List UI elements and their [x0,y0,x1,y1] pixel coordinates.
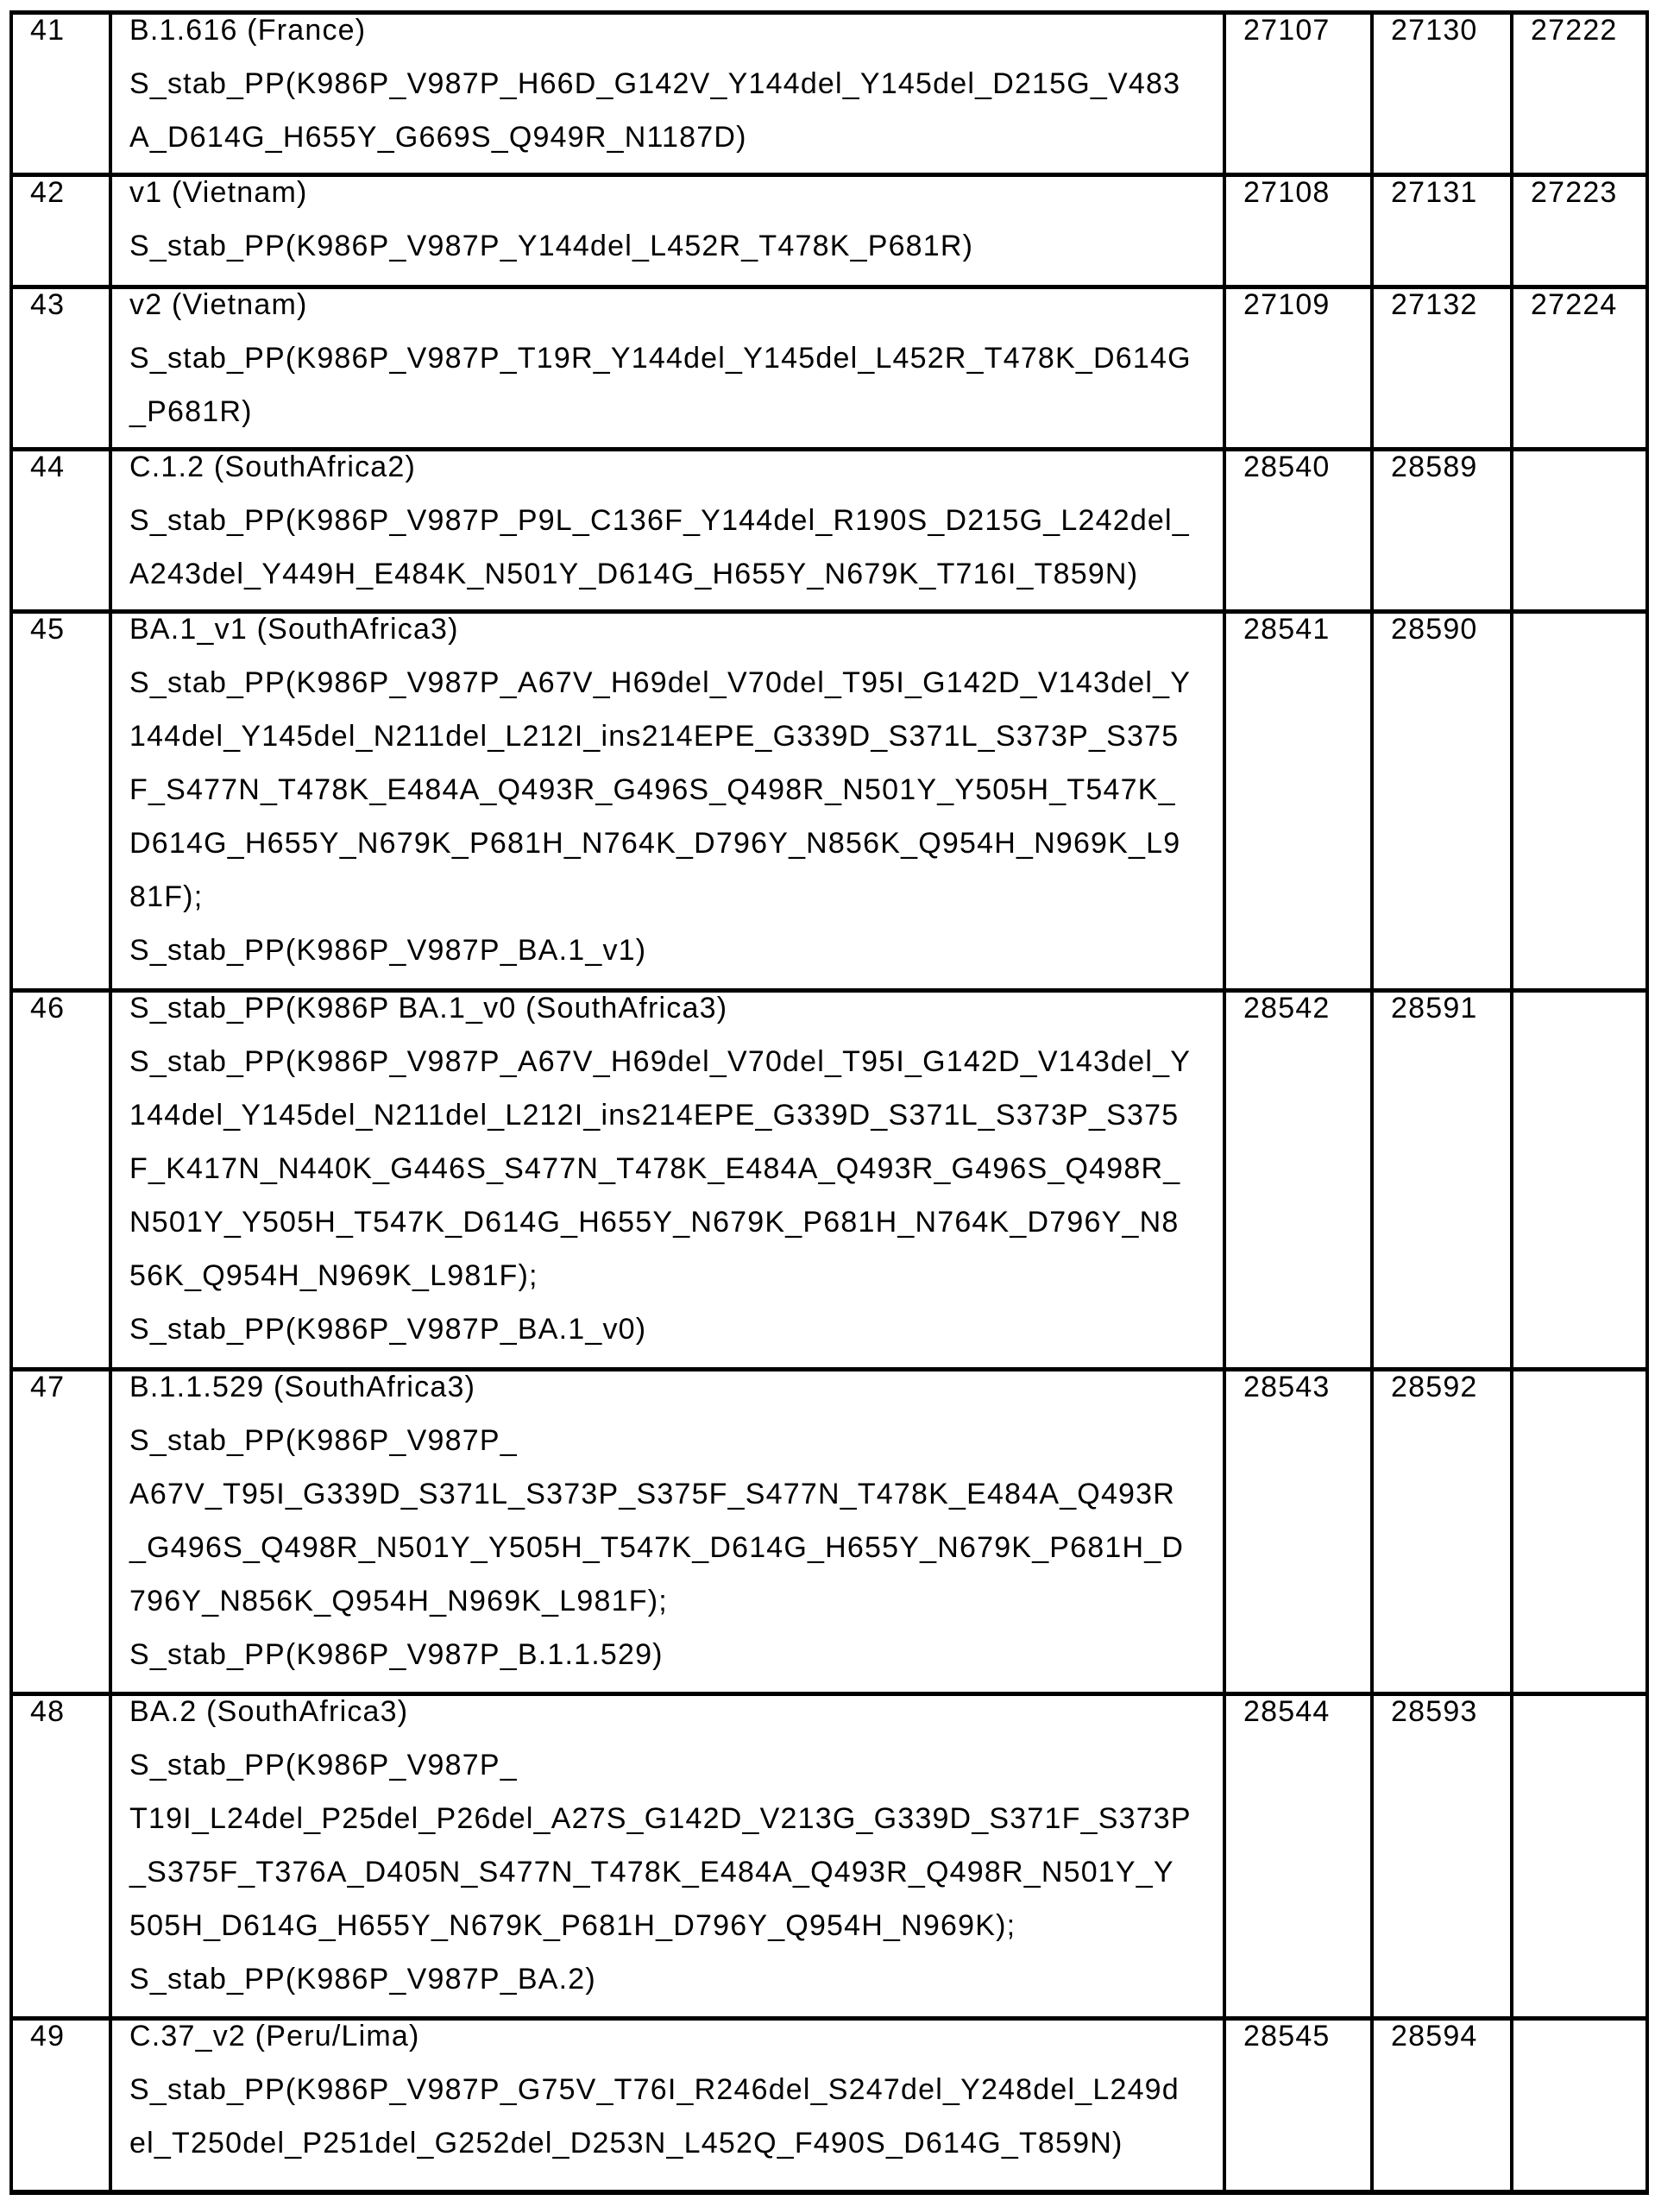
text-line: S_stab_PP(K986P_V987P_ [129,1749,518,1781]
table-row [13,451,1645,614]
text-line: S_stab_PP(K986P_V987P_BA.2) [129,1963,596,1996]
text-line: 144del_Y145del_N211del_L212I_ins214EPE_G339D_S371L_S373P_S375 [129,720,1180,753]
variant-description-text [129,440,1216,601]
variant-description-cell [112,451,1226,609]
text-line: A243del_Y449H_E484K_N501Y_D614G_H655Y_N679K_T716I_T859N) [129,558,1139,590]
text-line: A_D614G_H655Y_G669S_Q949R_N1187D) [129,121,747,154]
text-line: 56K_Q954H_N969K_L981F); [129,1259,538,1292]
text-line: S_stab_PP(K986P_V987P_Y144del_L452R_T478K_P681R) [129,230,974,262]
text-line: BA.2 (SouthAfrica3) [129,1695,409,1728]
variant-description-text [129,1360,1216,1681]
seq-id-2-cell [1374,614,1513,988]
seq-id-value: 28543 [1243,1371,1331,1403]
seq-id-value: 28541 [1243,613,1331,646]
table-row [13,289,1645,451]
seq-id-2-cell [1374,993,1513,1367]
variant-description-cell [112,1696,1226,2016]
seq-id-2-cell [1374,2021,1513,2190]
row-number-text [30,166,102,219]
row-number: 44 [30,451,66,483]
seq-id-value: 27224 [1531,288,1618,321]
row-number: 45 [30,613,66,646]
seq-id-text [1243,1685,1363,1738]
text-line: C.37_v2 (Peru/Lima) [129,2020,420,2053]
seq-id-text [1391,3,1503,57]
seq-id-value: 28545 [1243,2020,1331,2053]
seq-id-3-cell [1513,1696,1645,2016]
text-line: S_stab_PP(K986P_V987P_BA.1_v1) [129,934,647,967]
seq-id-text [1531,278,1639,331]
table-row [13,15,1645,177]
seq-id-1-cell [1226,1696,1374,2016]
text-line: 796Y_N856K_Q954H_N969K_L981F); [129,1585,668,1617]
table-row [13,614,1645,993]
seq-id-value: 28590 [1391,613,1478,646]
variant-description-cell [112,993,1226,1367]
seq-id-value: 27132 [1391,288,1478,321]
seq-id-2-cell [1374,289,1513,447]
row-number-cell [13,1371,112,1692]
text-line: T19I_L24del_P25del_P26del_A27S_G142D_V213G_G339D_S371F_S373P [129,1802,1192,1835]
row-number: 43 [30,288,66,321]
seq-id-1-cell [1226,451,1374,609]
row-number: 47 [30,1371,66,1403]
variant-description-cell [112,177,1226,285]
seq-id-value: 28591 [1391,992,1478,1025]
variant-description-cell [112,1371,1226,1692]
row-number: 41 [30,14,66,47]
text-line: S_stab_PP(K986P_V987P_H66D_G142V_Y144del_Y145del_D215G_V483 [129,67,1181,100]
seq-id-3-cell [1513,993,1645,1367]
row-number: 46 [30,992,66,1025]
seq-id-3-cell [1513,1371,1645,1692]
seq-id-value: 27222 [1531,14,1618,47]
seq-id-text [1243,981,1363,1035]
seq-id-2-cell [1374,15,1513,173]
text-line: _P681R) [129,395,253,428]
text-line: A67V_T95I_G339D_S371L_S373P_S375F_S477N_T478K_E484A_Q493R [129,1478,1176,1510]
row-number-text [30,602,102,656]
text-line: B.1.616 (France) [129,14,367,47]
row-number-text [30,3,102,57]
seq-id-2-cell [1374,1371,1513,1692]
text-line: v2 (Vietnam) [129,288,308,321]
seq-id-1-cell [1226,289,1374,447]
seq-id-value: 28594 [1391,2020,1478,2053]
seq-id-text [1391,602,1503,656]
table-row [13,177,1645,289]
seq-id-text [1243,166,1363,219]
seq-id-1-cell [1226,993,1374,1367]
row-number-text [30,440,102,494]
seq-id-text [1243,3,1363,57]
variant-description-text [129,1685,1216,2006]
text-line: 81F); [129,880,204,913]
seq-id-3-cell [1513,451,1645,609]
seq-id-2-cell [1374,451,1513,609]
seq-id-value: 27223 [1531,176,1618,209]
row-number: 49 [30,2020,66,2053]
table-row [13,993,1645,1371]
variant-description-text [129,981,1216,1356]
seq-id-text [1243,440,1363,494]
seq-id-text [1391,2009,1503,2063]
variant-description-cell [112,15,1226,173]
row-number: 48 [30,1695,66,1728]
row-number-text [30,1360,102,1414]
text-line: el_T250del_P251del_G252del_D253N_L452Q_F490S_D614G_T859N) [129,2127,1123,2160]
text-line: _G496S_Q498R_N501Y_Y505H_T547K_D614G_H655Y_N679K_P681H_D [129,1531,1185,1564]
text-line: S_stab_PP(K986P BA.1_v0 (SouthAfrica3) [129,992,728,1025]
text-line: S_stab_PP(K986P_V987P_G75V_T76I_R246del_S247del_Y248del_L249d [129,2073,1180,2106]
seq-id-1-cell [1226,614,1374,988]
seq-id-text [1391,166,1503,219]
table-row [13,2021,1645,2190]
seq-id-value: 28544 [1243,1695,1331,1728]
seq-id-value: 27130 [1391,14,1478,47]
seq-id-2-cell [1374,177,1513,285]
seq-id-value: 27109 [1243,288,1331,321]
sequence-table [9,10,1649,2195]
row-number-cell [13,15,112,173]
row-number-cell [13,289,112,447]
row-number-cell [13,2021,112,2190]
text-line: S_stab_PP(K986P_V987P_BA.1_v0) [129,1313,647,1346]
variant-description-text [129,602,1216,977]
seq-id-value: 28589 [1391,451,1478,483]
text-line: B.1.1.529 (SouthAfrica3) [129,1371,476,1403]
text-line: C.1.2 (SouthAfrica2) [129,451,417,483]
text-line: D614G_H655Y_N679K_P681H_N764K_D796Y_N856K_Q954H_N969K_L9 [129,827,1181,860]
seq-id-3-cell [1513,15,1645,173]
seq-id-text [1531,166,1639,219]
text-line: 144del_Y145del_N211del_L212I_ins214EPE_G339D_S371L_S373P_S375 [129,1099,1180,1132]
seq-id-text [1243,2009,1363,2063]
table-row [13,1371,1645,1696]
text-line: S_stab_PP(K986P_V987P_A67V_H69del_V70del_T95I_G142D_V143del_Y [129,1045,1192,1078]
row-number-cell [13,177,112,285]
text-line: F_S477N_T478K_E484A_Q493R_G496S_Q498R_N501Y_Y505H_T547K_ [129,773,1176,806]
row-number-cell [13,993,112,1367]
variant-description-cell [112,2021,1226,2190]
seq-id-text [1243,278,1363,331]
seq-id-3-cell [1513,177,1645,285]
seq-id-value: 28542 [1243,992,1331,1025]
seq-id-value: 27107 [1243,14,1331,47]
seq-id-1-cell [1226,177,1374,285]
text-line: F_K417N_N440K_G446S_S477N_T478K_E484A_Q493R_G496S_Q498R_ [129,1152,1181,1185]
row-number-text [30,278,102,331]
seq-id-2-cell [1374,1696,1513,2016]
seq-id-value: 28540 [1243,451,1331,483]
text-line: 505H_D614G_H655Y_N679K_P681H_D796Y_Q954H_N969K); [129,1909,1016,1942]
row-number: 42 [30,176,66,209]
text-line: N501Y_Y505H_T547K_D614G_H655Y_N679K_P681H_N764K_D796Y_N8 [129,1206,1180,1239]
text-line: S_stab_PP(K986P_V987P_P9L_C136F_Y144del_R190S_D215G_L242del_ [129,504,1190,537]
seq-id-1-cell [1226,2021,1374,2190]
seq-id-text [1391,1685,1503,1738]
seq-id-value: 28593 [1391,1695,1478,1728]
variant-description-text [129,3,1216,164]
seq-id-value: 28592 [1391,1371,1478,1403]
text-line: _S375F_T376A_D405N_S477N_T478K_E484A_Q493R_Q498R_N501Y_Y [129,1856,1174,1889]
row-number-cell [13,1696,112,2016]
variant-description-text [129,2009,1216,2170]
seq-id-value: 27108 [1243,176,1331,209]
seq-id-value: 27131 [1391,176,1478,209]
seq-id-1-cell [1226,15,1374,173]
row-number-text [30,1685,102,1738]
variant-description-text [129,278,1216,438]
variant-description-cell [112,289,1226,447]
seq-id-text [1391,440,1503,494]
seq-id-text [1243,602,1363,656]
seq-id-text [1391,278,1503,331]
text-line: v1 (Vietnam) [129,176,308,209]
row-number-text [30,981,102,1035]
seq-id-text [1531,3,1639,57]
row-number-text [30,2009,102,2063]
row-number-cell [13,614,112,988]
seq-id-1-cell [1226,1371,1374,1692]
seq-id-text [1391,981,1503,1035]
seq-id-3-cell [1513,2021,1645,2190]
variant-description-text [129,166,1216,273]
text-line: S_stab_PP(K986P_V987P_ [129,1424,518,1457]
row-number-cell [13,451,112,609]
text-line: S_stab_PP(K986P_V987P_A67V_H69del_V70del_T95I_G142D_V143del_Y [129,666,1192,699]
text-line: S_stab_PP(K986P_V987P_T19R_Y144del_Y145del_L452R_T478K_D614G [129,342,1192,375]
text-line: BA.1_v1 (SouthAfrica3) [129,613,459,646]
seq-id-3-cell [1513,614,1645,988]
variant-description-cell [112,614,1226,988]
seq-id-text [1391,1360,1503,1414]
seq-id-text [1243,1360,1363,1414]
table-row [13,1696,1645,2021]
seq-id-3-cell [1513,289,1645,447]
text-line: S_stab_PP(K986P_V987P_B.1.1.529) [129,1638,664,1671]
